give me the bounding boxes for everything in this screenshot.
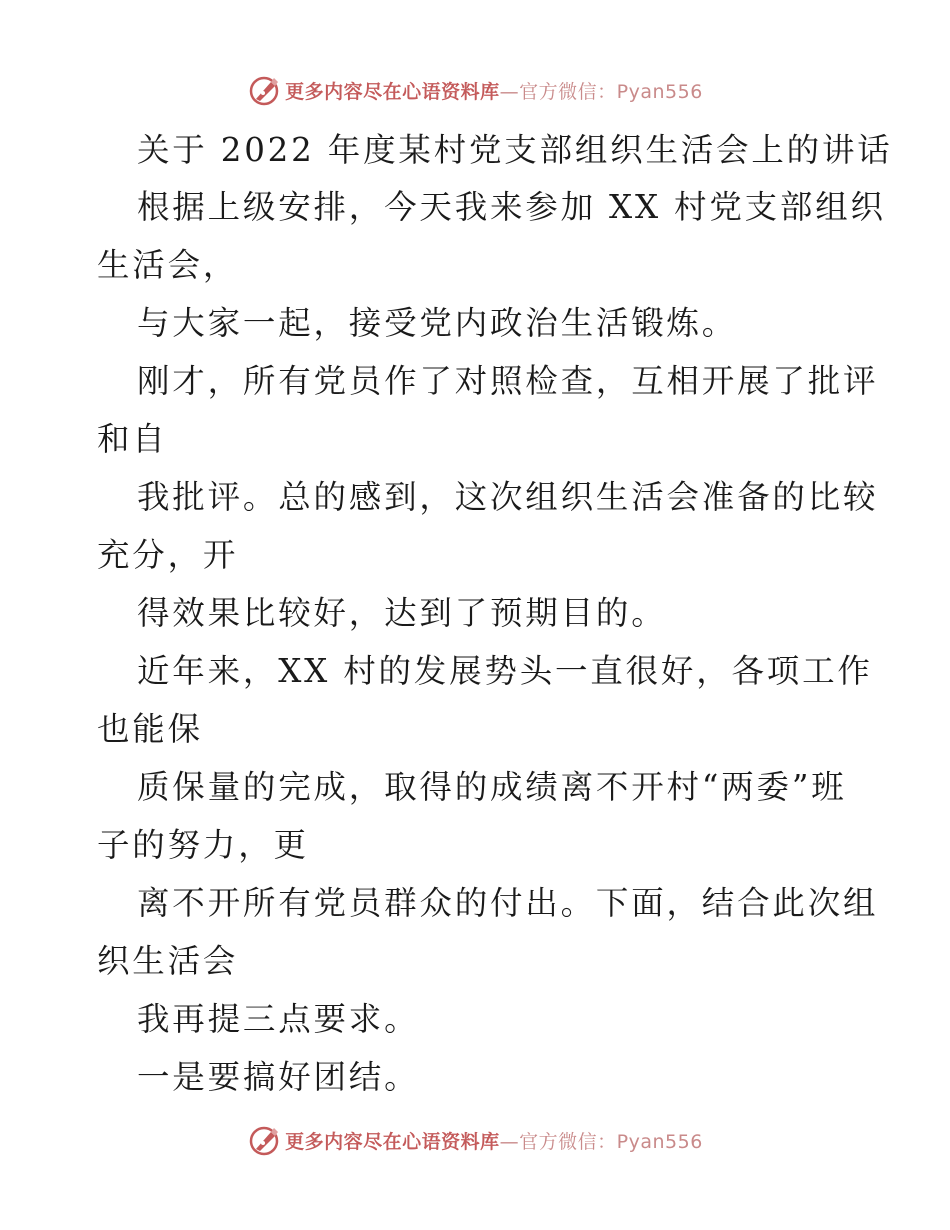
text-line: 子的努力，更: [97, 826, 309, 864]
header-watermark-text: [285, 77, 703, 104]
footer-watermark-rest: —官方微信：Pyan556: [499, 1130, 703, 1153]
text-line: 一是要搞好团结。: [137, 1058, 420, 1096]
text-line: 生活会，: [97, 246, 239, 284]
text-line: 得效果比较好，达到了预期目的。: [137, 594, 667, 632]
text-line: 离不开所有党员群众的付出。下面，结合此次组: [137, 884, 879, 922]
footer-watermark-banner: [0, 1120, 950, 1160]
header-watermark-rest: —官方微信：Pyan556: [499, 80, 703, 103]
text-line: 刚才，所有党员作了对照检查，互相开展了批评: [137, 362, 879, 400]
header-watermark-main: 更多内容尽在心语资料库: [285, 80, 500, 103]
text-line: 充分，开: [97, 536, 239, 574]
text-line: 织生活会: [97, 942, 239, 980]
footer-watermark-main: 更多内容尽在心语资料库: [285, 1130, 500, 1153]
text-line: 质保量的完成，取得的成绩离不开村“两委”班: [137, 768, 847, 806]
text-line: 我再提三点要求。: [137, 1000, 420, 1038]
text-line: 根据上级安排，今天我来参加 XX 村党支部组织: [137, 188, 886, 226]
footer-watermark-text: [285, 1127, 703, 1154]
pen-logo-icon: [247, 73, 281, 107]
text-line: 近年来，XX 村的发展势头一直很好，各项工作: [137, 652, 873, 690]
header-watermark-banner: [0, 70, 950, 110]
text-line: 我批评。总的感到，这次组织生活会准备的比较: [137, 478, 879, 516]
pen-logo-icon: [247, 1123, 281, 1157]
text-line: 也能保: [97, 710, 203, 748]
text-line: 和自: [97, 420, 168, 458]
text-line: 与大家一起，接受党内政治生活锻炼。: [137, 304, 738, 342]
document-title: 关于 2022 年度某村党支部组织生活会上的讲话: [137, 131, 893, 169]
